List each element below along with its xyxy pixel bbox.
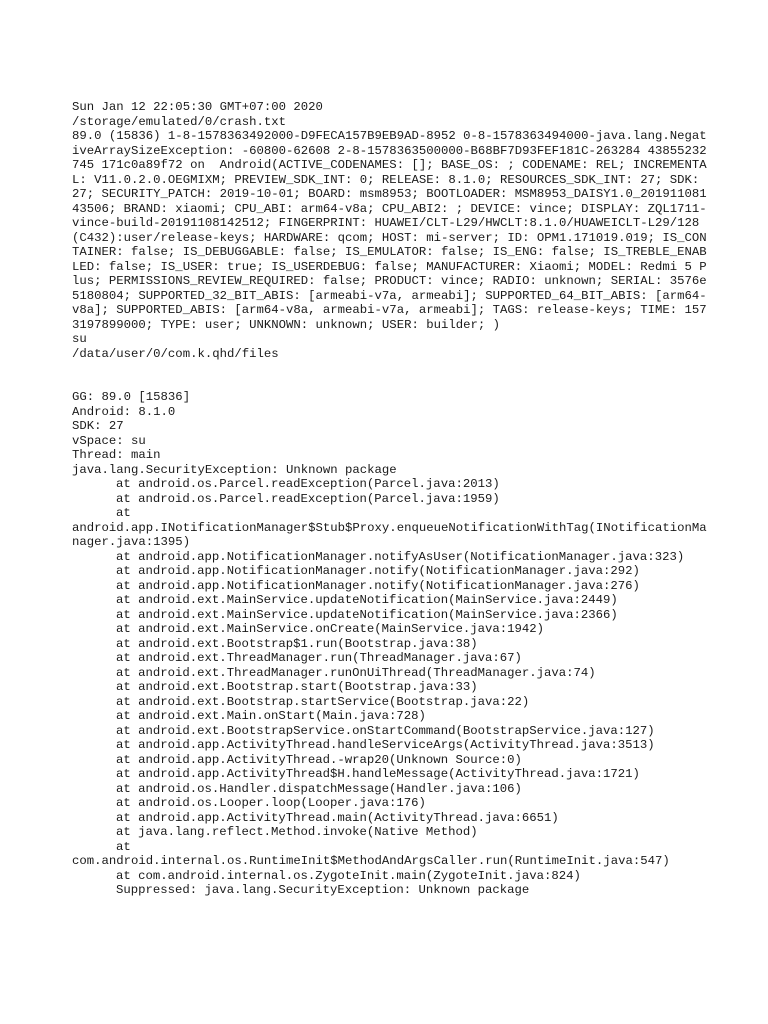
stack-frame: com.android.internal.os.RuntimeInit$MethodAndArgsCaller.run(RuntimeInit.java:547) bbox=[72, 854, 670, 868]
stack-frame: at android.ext.Bootstrap$1.run(Bootstrap.java:38) bbox=[116, 636, 478, 651]
stack-frame: at android.ext.Bootstrap.start(Bootstrap.java:33) bbox=[116, 680, 478, 694]
stack-frame: at android.ext.MainService.onCreate(MainService.java:1942) bbox=[116, 622, 545, 636]
su-line: su bbox=[72, 332, 87, 346]
stack-frame: at android.os.Looper.loop(Looper.java:176) bbox=[116, 796, 426, 810]
stack-frame: at android.app.NotificationManager.notify(NotificationManager.java:292) bbox=[116, 564, 640, 578]
stack-frame: at android.ext.BootstrapService.onStartCommand(BootstrapService.java:127) bbox=[116, 723, 655, 738]
stack-frame: at android.app.NotificationManager.notifyAsUser(NotificationManager.java:323) bbox=[116, 549, 685, 564]
vspace-info: vSpace: su bbox=[72, 433, 146, 448]
stack-frame: at android.ext.MainService.updateNotification(MainService.java:2366) bbox=[116, 607, 618, 622]
stack-frame: at com.android.internal.os.ZygoteInit.main(ZygoteInit.java:824) bbox=[116, 868, 581, 883]
stack-frame: at android.app.ActivityThread.main(ActivityThread.java:6651) bbox=[116, 810, 559, 825]
spacer bbox=[72, 361, 712, 376]
stack-frame: at android.app.ActivityThread.handleServiceArgs(ActivityThread.java:3513) bbox=[116, 738, 655, 752]
stack-frame: at android.app.ActivityThread.-wrap20(Unknown Source:0) bbox=[116, 752, 522, 767]
stack-frame: at android.ext.Main.onStart(Main.java:728) bbox=[116, 709, 426, 723]
stack-frame: at android.os.Parcel.readException(Parcel.java:2013) bbox=[116, 477, 500, 491]
stack-frame: at android.os.Handler.dispatchMessage(Handler.java:106) bbox=[116, 781, 522, 796]
gg-version: GG: 89.0 [15836] bbox=[72, 390, 191, 404]
stack-frame: at android.ext.MainService.updateNotification(MainService.java:2449) bbox=[116, 593, 618, 607]
stack-frame: at android.app.ActivityThread$H.handleMessage(ActivityThread.java:1721) bbox=[116, 767, 640, 781]
exception-line: java.lang.SecurityException: Unknown package bbox=[72, 462, 397, 477]
thread-info: Thread: main bbox=[72, 448, 161, 462]
stack-frame: at bbox=[116, 506, 131, 520]
stack-frame: at bbox=[116, 839, 131, 854]
crash-log-document bbox=[72, 100, 715, 898]
stack-frame: at android.app.NotificationManager.notify(NotificationManager.java:276) bbox=[116, 578, 640, 593]
stack-frame: at android.os.Parcel.readException(Parcel.java:1959) bbox=[116, 491, 500, 506]
files-path: /data/user/0/com.k.qhd/files bbox=[72, 346, 279, 361]
android-version: Android: 8.1.0 bbox=[72, 404, 176, 419]
device-info-block: 89.0 (15836) 1-8-1578363492000-D9FECA157B9EB9AD-8952 0-8-1578363494000-java.lang.NegativeArraySizeException: -60800-62608 2-8-1578363500000-B68BF7D93FEF181C-263284 43855232 745 171c0a89f72 on Android(ACTIVE_CODENAMES: []; BASE_OS: ; CODENAME: REL; INCREMENTAL: V11.0.2.0.OEGMIXM; PREVIEW_SDK_INT: 0; RELEASE: 8.1.0; RESOURCES_SDK_INT: 27; SDK: 27; SECURITY_PATCH: 2019-10-01; BOARD: msm8953; BOOTLOADER: MSM8953_DAISY1.0_20191108143506; BRAND: xiaomi; CPU_ABI: arm64-v8a; CPU_ABI2: ; DEVICE: vince; DISPLAY: ZQL1711-vince-build-20191108142512; FINGERPRINT: HUAWEI/CLT-L29/HWCLT:8.1.0/HUAWEICLT-L29/128(C432):user/release-keys; HARDWARE: qcom; HOST: mi-server; ID: OPM1.171019.019; IS_CONTAINER: false; IS_DEBUGGABLE: false; IS_EMULATOR: false; IS_ENG: false; IS_TREBLE_ENABLED: false; IS_USER: true; IS_USERDEBUG: false; MANUFACTURER: Xiaomi; MODEL: Redmi 5 Plus; PERMISSIONS_REVIEW_REQUIRED: false; PRODUCT: vince; RADIO: unknown; SERIAL: 3576e5180804; SUPPORTED_32_BIT_ABIS: [armeabi-v7a, armeabi]; SUPPORTED_64_BIT_ABIS: [arm64-v8a]; SUPPORTED_ABIS: [arm64-v8a, armeabi-v7a, armeabi]; TAGS: release-keys; TIME: 1573197899000; TYPE: user; UNKNOWN: unknown; USER: builder; ) bbox=[72, 129, 715, 332]
crash-file-path: /storage/emulated/0/crash.txt bbox=[72, 114, 287, 129]
stack-trace bbox=[72, 477, 712, 898]
stack-frame: android.app.INotificationManager$Stub$Proxy.enqueueNotificationWithTag(INotificationManager.java:1395) bbox=[72, 520, 707, 549]
stack-frame: at android.ext.Bootstrap.startService(Bootstrap.java:22) bbox=[116, 694, 530, 709]
spacer bbox=[72, 376, 712, 391]
stack-frame: at android.ext.ThreadManager.runOnUiThread(ThreadManager.java:74) bbox=[116, 665, 596, 680]
stack-frame: Suppressed: java.lang.SecurityException: Unknown package bbox=[116, 883, 530, 897]
stack-frame: at android.ext.ThreadManager.run(ThreadManager.java:67) bbox=[116, 651, 522, 665]
crash-timestamp: Sun Jan 12 22:05:30 GMT+07:00 2020 bbox=[72, 100, 323, 114]
sdk-version: SDK: 27 bbox=[72, 419, 124, 433]
stack-frame: at java.lang.reflect.Method.invoke(Native Method) bbox=[116, 825, 478, 839]
